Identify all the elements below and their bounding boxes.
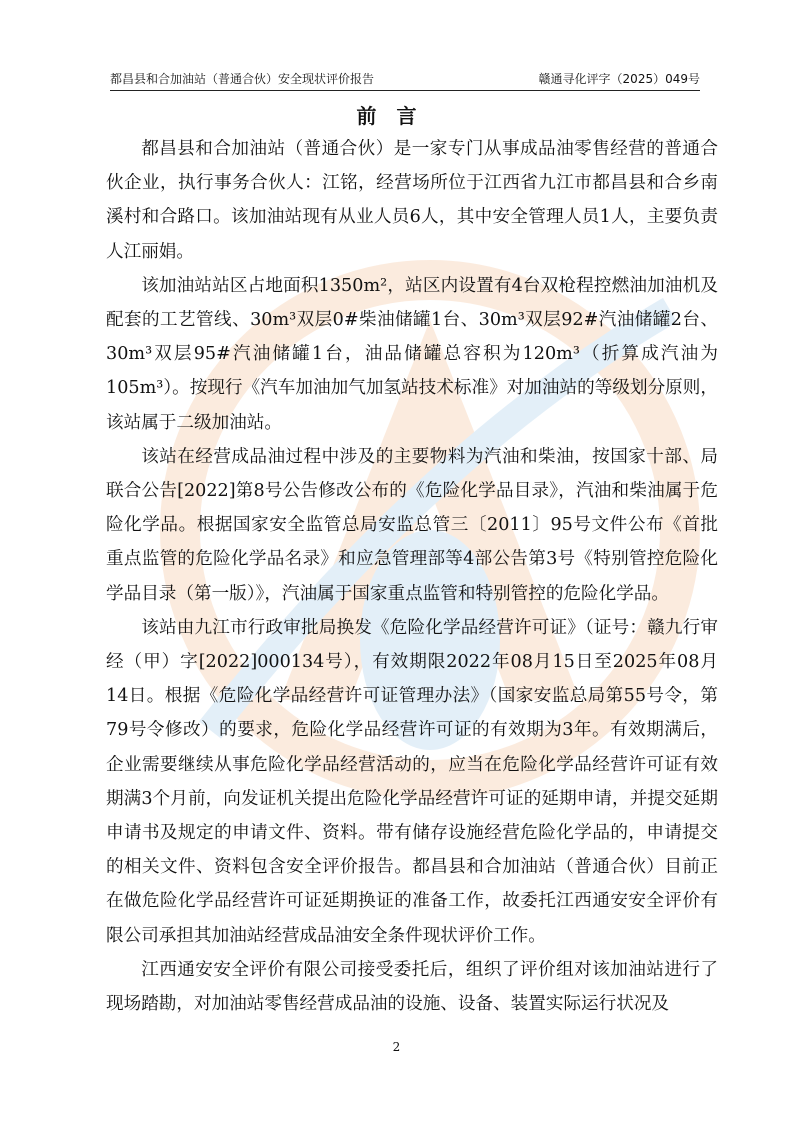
paragraph-1: 都昌县和合加油站（普通合伙）是一家专门从事成品油零售经营的普通合伙企业，执行事务合伙人：江铭，经营场所位于江西省九江市都昌县和合乡南溪村和合路口。该加油站现有从业人员6人，其中安全管理人员1人，主要负责人江丽娟。	[106, 139, 718, 262]
page-number: 2	[392, 1040, 401, 1054]
paragraph-5: 江西通安安全评价有限公司接受委托后，组织了评价组对该加油站进行了现场踏勘，对加油站零售经营成品油的设施、设备、装置实际运行状况及	[106, 959, 718, 1015]
paragraph-4: 该站由九江市行政审批局换发《危险化学品经营许可证》（证号：赣九行审经（甲）字[2022]000134号），有效期限2022年08月15日至2025年08月14日。根据《危险化学品经营许可证管理办法》（国家安监总局第55号令，第79号令修改）的要求，危险化学品经营许可证的有效期为3年。有效期满后，企业需要继续从事危险化学品经营活动的，应当在危险化学品经营许可证有效期满3个月前，向发证机关提出危险化学品经营许可证的延期申请，并提交延期申请书及规定的申请文件、资料。带有储存设施经营危险化学品的，申请提交的相关文件、资料包含安全评价报告。都昌县和合加油站（普通合伙）目前正在做危险化学品经营许可证延期换证的准备工作，故委托江西通安安全评价有限公司承担其加油站经营成品油安全条件现状评价工作。	[106, 617, 718, 946]
paragraph-3: 该站在经营成品油过程中涉及的主要物料为汽油和柴油，按国家十部、局联合公告[2022]第8号公告修改公布的《危险化学品目录》，汽油和柴油属于危险化学品。根据国家安全监管总局安监总管三〔2011〕95号文件公布《首批重点监管的危险化学品名录》和应急管理部等4部公告第3号《特别管控危险化学品目录（第一版）》，汽油属于国家重点监管和特别管控的危险化学品。	[106, 446, 718, 604]
header-report-number: 赣通寻化评字（2025）049号	[538, 72, 700, 86]
paragraph-2: 该加油站站区占地面积1350m²，站区内设置有4台双枪程控燃油加油机及配套的工艺管线、30m³双层0#柴油储罐1台、30m³双层92#汽油储罐2台、30m³双层95#汽油储罐1台，油品储罐总容积为120m³（折算成汽油为105m³）。按现行《汽车加油加气加氢站技术标准》对加油站的等级划分原则，该站属于二级加油站。	[106, 275, 718, 433]
section-title: 前言	[356, 104, 437, 128]
header-report-title: 都昌县和合加油站（普通合伙）安全现状评价报告	[110, 72, 375, 86]
page-header	[110, 68, 700, 91]
document-body	[106, 132, 718, 1021]
